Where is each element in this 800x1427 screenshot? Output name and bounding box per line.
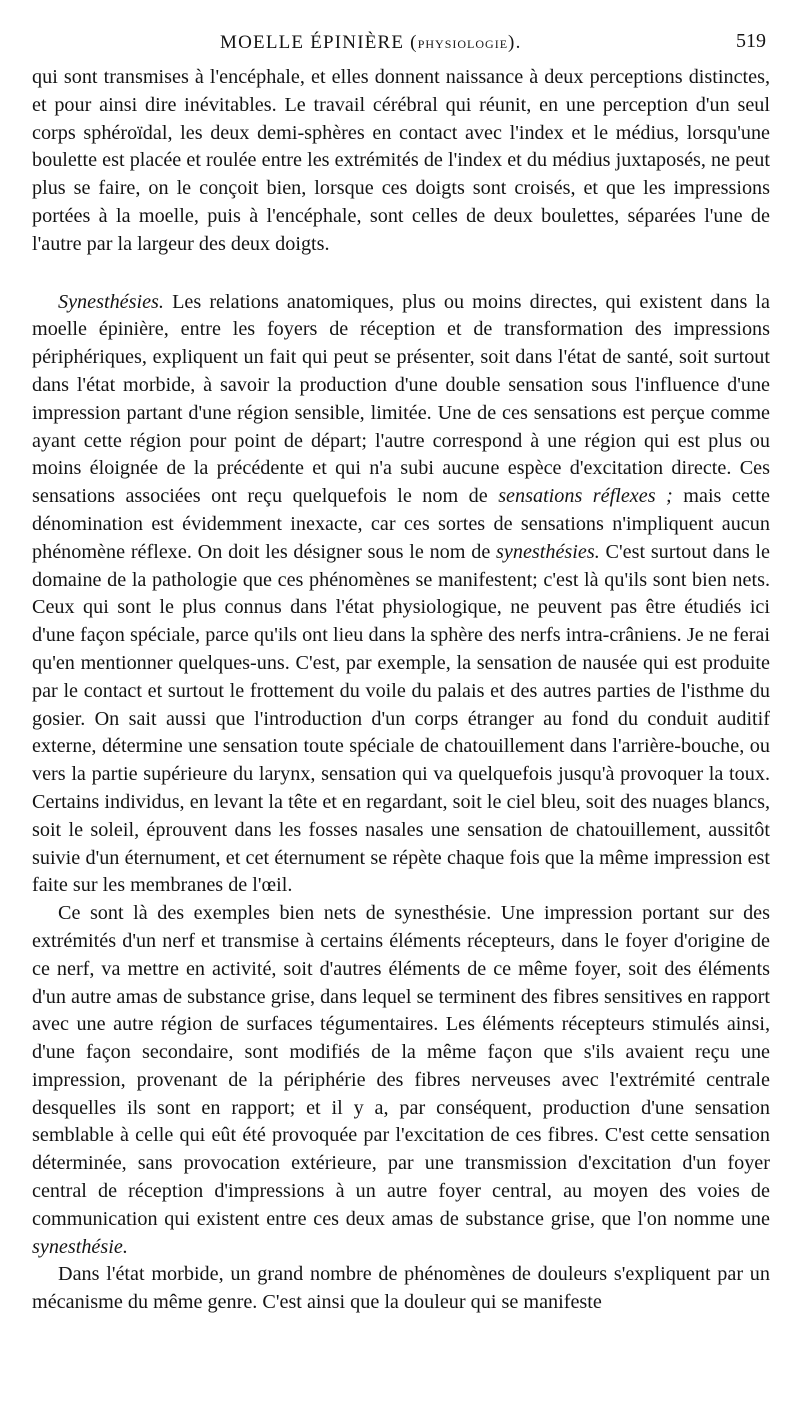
paragraph-synesthesies [32, 289, 770, 901]
emphasis-term: synesthésies. [496, 540, 600, 563]
paragraph-etat-morbide: Dans l'état morbide, un grand nombre de phénomènes de douleurs s'expliquent par un mécanisme du même genre. C'est ainsi que la douleur qui se manifeste [32, 1263, 770, 1314]
paragraph-text: Ce sont là des exemples bien nets de synesthésie. Une impression portant sur des extrémités d'un nerf et transmise à certains éléments récepteurs, dans le foyer d'origine de ce nerf, va mettre en activité, soit d'autres éléments de ce même foyer, soit des éléments d'un autre amas de substance grise, dans lequel se terminent des fibres sensitives en rapport avec une autre région de surfaces tégumentaires. Les éléments récepteurs stimulés ainsi, d'une façon secondaire, sont modifiés de la même façon que s'ils avaient reçu une impression, provenant de la périphérie des fibres nerveuses avec l'extrémité centrale desquelles ils sont en rapport; et il y a, par conséquent, production d'une sensation semblable à celle qui eût été provoquée par l'excitation de ces fibres. C'est cette sensation déterminée, sans provocation extérieure, par une transmission d'excitation d'un foyer central de réception d'impressions à un autre foyer central, au moyen des voies de communication qui existent entre ces deux amas de substance grise, que l'on nomme une [32, 902, 770, 1230]
running-title-close: ). [508, 32, 522, 53]
paragraph-continuation: qui sont transmises à l'encéphale, et elles donnent naissance à deux perceptions distinctes, et pour ainsi dire inévitables. Le travail cérébral qui réunit, en une perception d'un seul corps sphéroïdal, les deux demi-sphères en contact avec l'index et le médius, lorsqu'une boulette est placée et roulée entre les extrémités de l'index et du médius juxtaposés, ne peut plus se faire, on le conçoit bien, lorsque ces doigts sont croisés, et que les impressions portées à la moelle, puis à l'encéphale, sont celles de deux boulettes, séparées l'une de l'autre par la largeur des deux doigts. [32, 66, 770, 255]
emphasis-term: synesthésie. [32, 1235, 128, 1258]
section-lead-title: Synesthésies. [58, 290, 164, 313]
paragraph-text: Les relations anatomiques, plus ou moins directes, qui existent dans la moelle épinière, entre les foyers de réception et de transformation des impressions périphériques, expliquent un fait qui peut se présenter, soit dans l'état de santé, soit surtout dans l'état morbide, à savoir la production d'une double sensation sous l'influence d'une impression partant d'une région sensible, limitée. Une de ces sensations est perçue comme ayant cette région pour point de départ; l'autre correspond à une région qui est plus ou moins éloignée de la précédente et qui n'a subi aucune espèce d'excitation directe. Ces sensations associées ont reçu quelquefois le nom de [32, 290, 770, 508]
running-head [32, 0, 770, 64]
paragraph-text: C'est surtout dans le domaine de la pathologie que ces phénomènes se manifestent; c'est là qu'ils sont bien nets. Ceux qui sont le plus connus dans l'état physiologique, ne peuvent pas être étudiés ici d'une façon spéciale, parce qu'ils ont lieu dans la sphère des nerfs intra-crâniens. Je ne ferai qu'en mentionner quelques-uns. C'est, par exemple, la sensation de nausée qui est produite par le contact et surtout le frottement du voile du palais et des autres parties de l'isthme du gosier. On sait aussi que l'introduction d'un corps étranger au fond du conduit auditif externe, détermine une sensation toute spéciale de chatouillement dans l'arrière-bouche, ou vers la partie supérieure du larynx, sensation qui va quelquefois jusqu'à provoquer la toux. Certains individus, en levant la tête et en regardant, soit le ciel bleu, soit des nuages blancs, soit le soleil, éprouvent dans les fosses nasales une sensation de chatouillement, aussitôt suivie d'un éternument, et cet éternument se répète chaque fois que la même impression est faite sur les membranes de l'œil. [32, 540, 770, 897]
running-title-main: MOELLE ÉPINIÈRE ( [220, 32, 418, 53]
paragraph-text: mais cette dénomination est évidemment inexacte, car ces sortes de sensations n'impliquent aucun phénomène réflexe. On doit les désigner sous le nom de [32, 485, 770, 563]
page-number: 519 [736, 30, 766, 52]
book-page [32, 0, 770, 1427]
running-title-subject: PHYSIOLOGIE [417, 37, 509, 51]
running-title [220, 32, 522, 54]
emphasis-term: sensations réflexes ; [498, 485, 673, 508]
section-gap [32, 259, 770, 289]
paragraph-exemples [32, 900, 770, 1261]
